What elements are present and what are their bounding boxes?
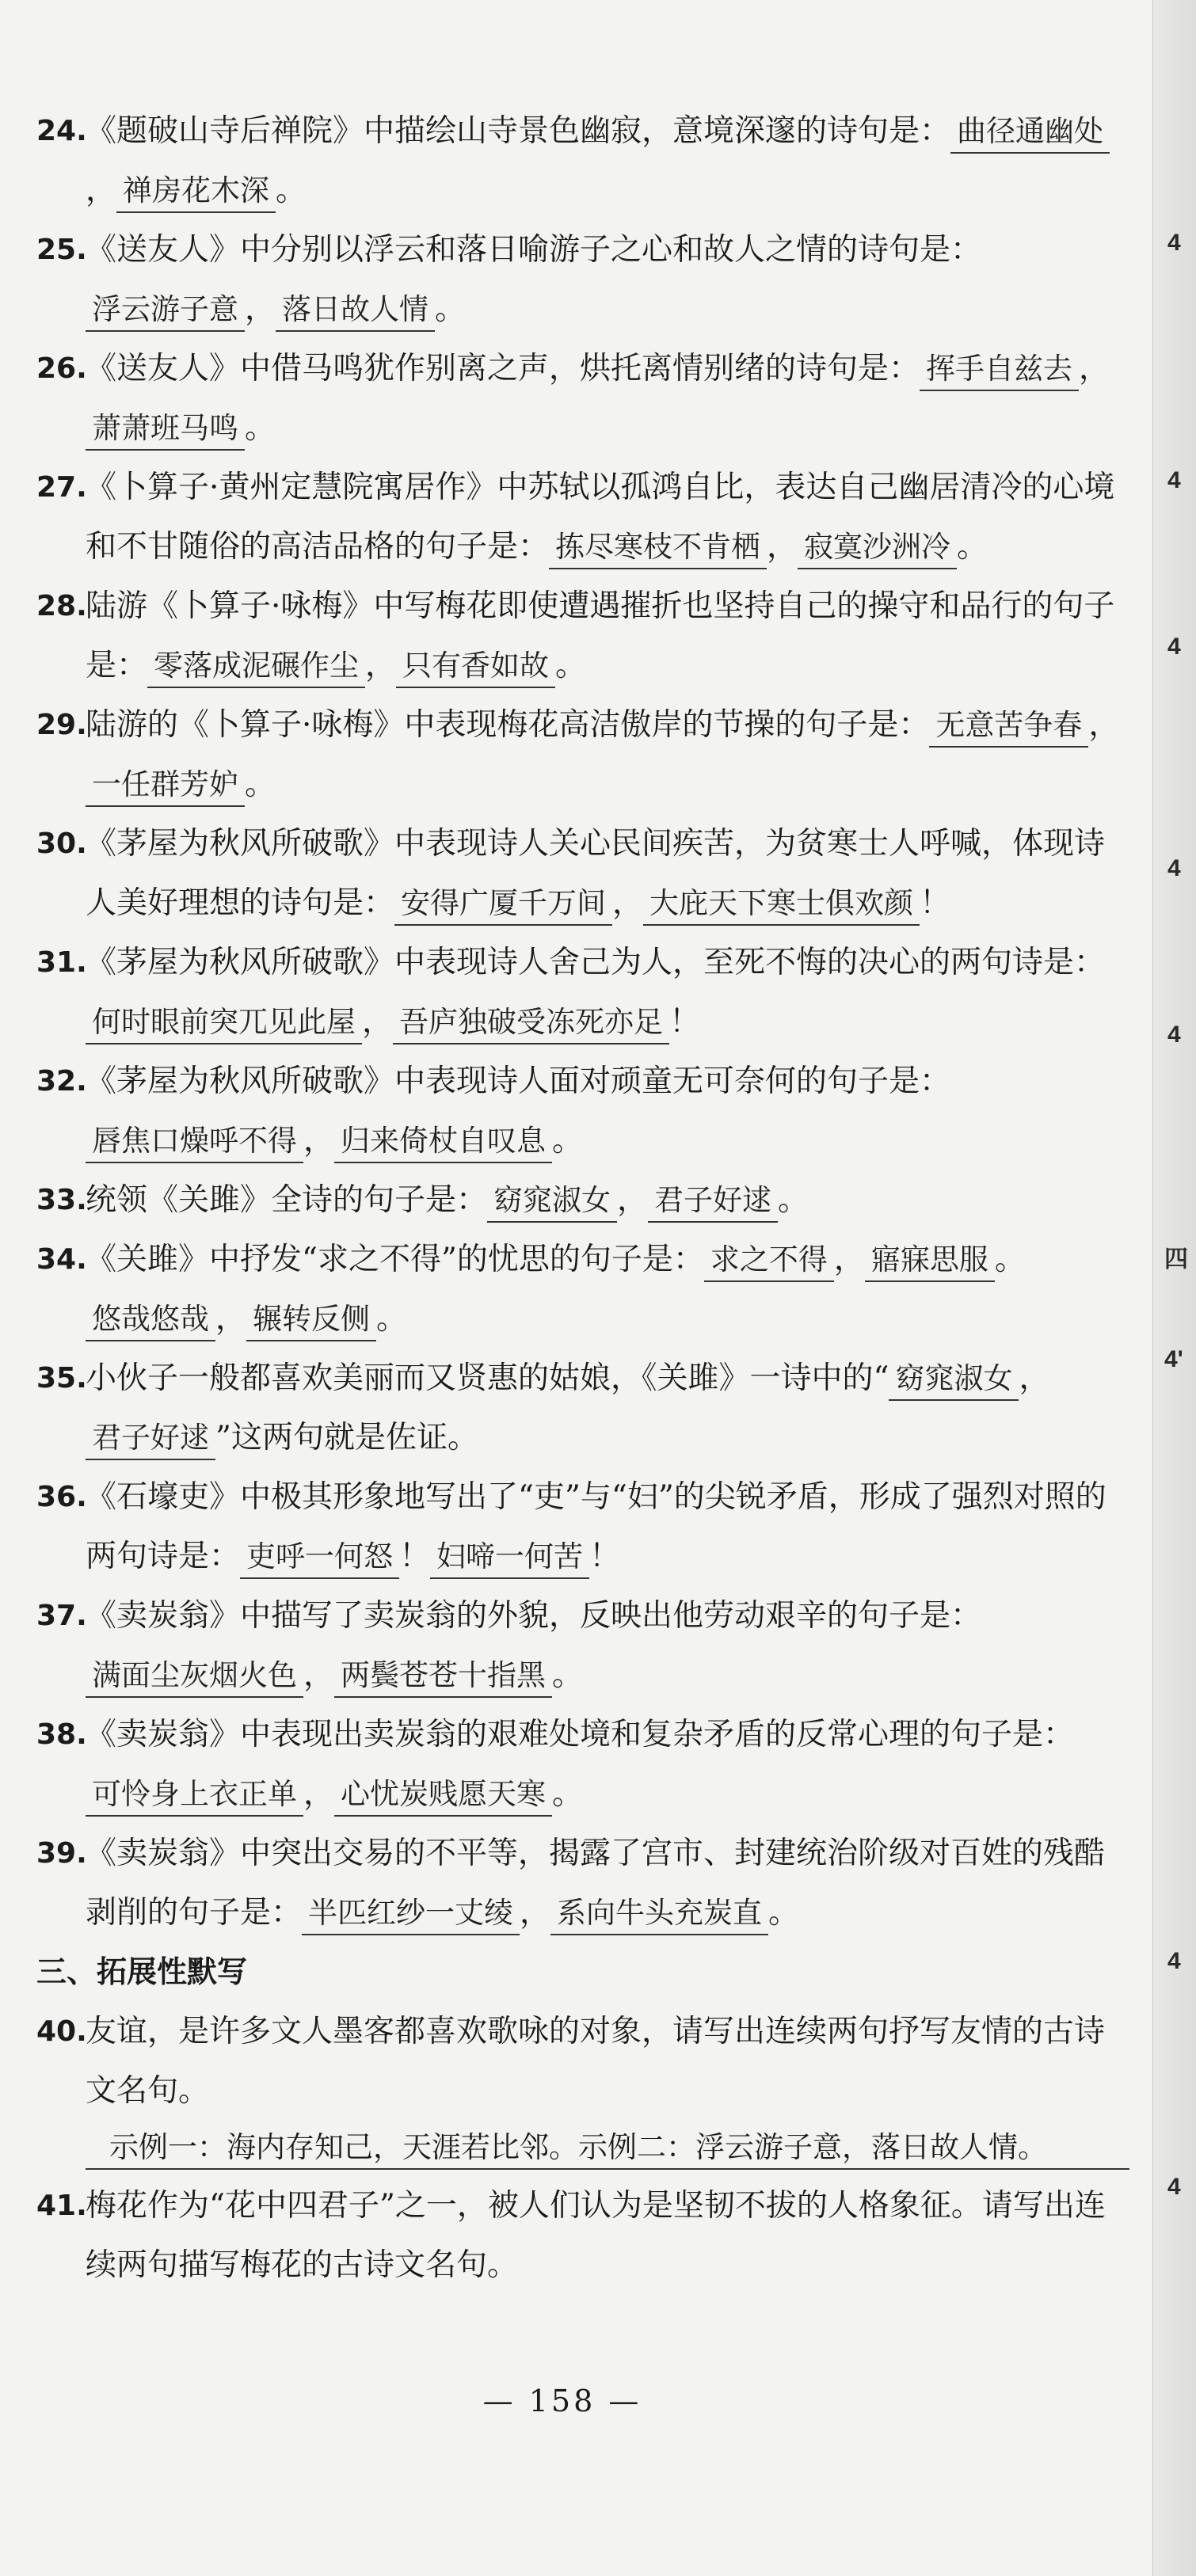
answer-blank: 禅房花木深	[116, 170, 276, 213]
answer-blank: 安得广厦千万间	[394, 883, 612, 926]
answer-blank: 窈窕淑女	[889, 1358, 1019, 1401]
question-item	[36, 695, 1129, 814]
question-text: 陆游《卜算子·咏梅》中写梅花即使遭遇摧折也坚持自己的操守和品行的句子是：	[86, 588, 1115, 683]
question-item	[36, 101, 1129, 220]
question-item	[36, 2002, 1129, 2170]
question-number: 33.	[36, 1184, 87, 1216]
question-text: ！	[669, 1004, 701, 1040]
question-item	[36, 1170, 1129, 1230]
question-number: 39.	[36, 1837, 87, 1870]
edge-number: 4	[1167, 2174, 1181, 2200]
answer-blank: 唇焦口燥呼不得	[86, 1121, 303, 1163]
question-item	[36, 1705, 1129, 1824]
question-text: 《茅屋为秋风所破歌》中表现诗人面对顽童无可奈何的句子是：	[86, 1064, 951, 1099]
edge-number: 4	[1167, 855, 1181, 881]
answer-blank: 萧萧班马鸣	[86, 408, 245, 451]
question-item	[36, 339, 1129, 458]
answer-blank: 拣尽寒枝不肯栖	[549, 527, 767, 569]
question-text: 。	[276, 173, 307, 208]
answer-blank: 寂寞沙洲冷	[798, 527, 957, 569]
answer-blank: 窈窕淑女	[487, 1180, 617, 1223]
question-text: ，	[303, 1776, 335, 1812]
question-item	[36, 576, 1129, 695]
question-text: 梅花作为“花中四君子”之一，被人们认为是坚韧不拔的人格象征。请写出连续两句描写梅花的古诗文名句。	[86, 2188, 1106, 2283]
question-text: 《石壕吏》中极其形象地写出了“吏”与“妇”的尖锐矛盾，形成了强烈对照的两句诗是：	[86, 1479, 1106, 1574]
question-text: ，	[612, 885, 644, 921]
question-number: 26.	[36, 352, 87, 385]
answer-blank: 浮云游子意	[86, 289, 245, 332]
question-item	[36, 1586, 1129, 1705]
question-text: 《卖炭翁》中突出交易的不平等，揭露了宫市、封建统治阶级对百姓的残酷剥削的句子是：	[86, 1836, 1106, 1931]
answer-blank: 一任群芳妒	[86, 764, 245, 807]
answer-blank: 归来倚杖自叹息	[334, 1121, 552, 1163]
question-number: 25.	[36, 234, 87, 266]
answer-blank: 落日故人情	[276, 289, 435, 332]
question-item	[36, 1467, 1129, 1586]
question-text: ，	[1019, 1360, 1050, 1396]
answer-blank: 君子好逑	[86, 1417, 215, 1460]
question-text: ，	[365, 648, 397, 683]
question-text: 。	[435, 291, 467, 327]
section-title: 三、拓展性默写	[36, 1954, 248, 1989]
answer-blank: 君子好逑	[648, 1180, 778, 1223]
question-number: 24.	[36, 115, 87, 147]
question-text: 陆游的《卜算子·咏梅》中表现梅花高洁傲岸的节操的句子是：	[86, 707, 930, 743]
question-text: 《关雎》中抒发“求之不得”的忧思的句子是：	[86, 1242, 704, 1277]
edge-number: 4	[1167, 1022, 1181, 1048]
answer-blank: 零落成泥碾作尘	[147, 645, 365, 688]
question-item	[36, 220, 1129, 339]
answer-blank: 辗转反侧	[246, 1299, 376, 1341]
answer-blank: 吾庐独破受冻死亦足	[393, 1002, 669, 1044]
question-item	[36, 933, 1129, 1052]
edge-number: 4	[1167, 230, 1181, 256]
answer-blank: 可怜身上衣正单	[86, 1774, 303, 1817]
question-text: 。	[245, 767, 276, 802]
question-text: ，	[617, 1182, 649, 1218]
question-list	[36, 101, 1129, 2295]
question-text: ，	[767, 529, 798, 565]
question-text: 《卖炭翁》中表现出卖炭翁的艰难处境和复杂矛盾的反常心理的句子是：	[86, 1717, 1075, 1752]
answer-blank: 寤寐思服	[865, 1239, 995, 1282]
page-number: — 158 —	[482, 2384, 642, 2418]
answer-blank: 满面尘灰烟火色	[86, 1655, 303, 1698]
question-text: ，	[1088, 707, 1120, 743]
answer-blank: 挥手自兹去	[920, 348, 1079, 391]
question-text: 。	[768, 1895, 800, 1931]
question-text: 《送友人》中分别以浮云和落日喻游子之心和故人之情的诗句是：	[86, 232, 982, 268]
question-item	[36, 1230, 1129, 1349]
question-number: 38.	[36, 1718, 87, 1751]
question-text: 《题破山寺后禅院》中描绘山寺景色幽寂，意境深邃的诗句是：	[86, 113, 951, 149]
question-text: 《送友人》中借马鸣犹作别离之声，烘托离情别绪的诗句是：	[86, 351, 920, 386]
question-text: ，	[245, 291, 276, 327]
answer-blank: 心忧炭贱愿天寒	[334, 1774, 552, 1817]
question-item	[36, 1349, 1129, 1467]
question-text: 。	[778, 1182, 809, 1218]
question-text: 。	[957, 529, 988, 565]
question-item	[36, 458, 1129, 576]
answer-blank: 曲径通幽处	[950, 111, 1110, 154]
answer-line: 示例一：海内存知己，天涯若比邻。示例二：浮云游子意，落日故人情。	[86, 2127, 1129, 2170]
question-text: 。	[552, 1776, 584, 1812]
question-item	[36, 1824, 1129, 1942]
question-number: 41.	[36, 2190, 87, 2222]
question-text: ，	[303, 1657, 335, 1693]
question-text: 《卜算子·黄州定慧院寓居作》中苏轼以孤鸿自比，表达自己幽居清冷的心境和不甘随俗的高洁品格的句子是：	[86, 470, 1115, 565]
question-text: 《茅屋为秋风所破歌》中表现诗人关心民间疾苦，为贫寒士人呼喊，体现诗人美好理想的诗句是：	[86, 826, 1106, 921]
question-number: 35.	[36, 1362, 87, 1395]
question-number: 28.	[36, 590, 87, 622]
question-number: 40.	[36, 2015, 87, 2048]
question-text: ，	[215, 1301, 247, 1337]
answer-blank: 系向牛头充炭直	[550, 1893, 768, 1935]
answer-blank: 吏呼一何怒	[240, 1536, 399, 1579]
question-text: 统领《关雎》全诗的句子是：	[86, 1182, 488, 1218]
edge-number: 四	[1164, 1246, 1188, 1273]
answer-blank: 无意苦争春	[929, 705, 1088, 748]
answer-blank: 大庇天下寒士俱欢颜	[643, 883, 920, 926]
answer-blank: 妇啼一何苦	[430, 1536, 589, 1579]
question-text: ！	[399, 1539, 431, 1574]
question-number: 34.	[36, 1243, 87, 1276]
question-text: 。	[994, 1242, 1026, 1277]
edge-number: 4'	[1164, 1346, 1183, 1372]
question-text: ，	[362, 1004, 394, 1040]
question-text: 。	[376, 1301, 408, 1337]
question-text: 《卖炭翁》中描写了卖炭翁的外貌，反映出他劳动艰辛的句子是：	[86, 1598, 982, 1634]
question-text: ！	[589, 1539, 621, 1574]
question-number: 36.	[36, 1481, 87, 1513]
answer-blank: 半匹红纱一丈绫	[302, 1893, 520, 1935]
edge-number: 4	[1167, 467, 1181, 493]
question-text: ，	[1079, 351, 1110, 386]
question-text: 。	[555, 648, 587, 683]
question-text: ，	[303, 1123, 335, 1159]
edge-number: 4	[1167, 1948, 1181, 1974]
question-text: 。	[552, 1123, 584, 1159]
question-number: 27.	[36, 471, 87, 504]
answer-blank: 只有香如故	[396, 645, 555, 688]
question-number: 29.	[36, 709, 87, 741]
answer-blank: 悠哉悠哉	[86, 1299, 215, 1341]
question-item	[36, 2176, 1129, 2295]
question-text: 《茅屋为秋风所破歌》中表现诗人舍己为人，至死不悔的决心的两句诗是：	[86, 945, 1106, 980]
question-number: 30.	[36, 828, 87, 860]
question-text: 。	[245, 410, 276, 446]
answer-blank: 两鬓苍苍十指黑	[334, 1655, 552, 1698]
question-text: ！	[920, 885, 951, 921]
question-text: 友谊，是许多文人墨客都喜欢歌咏的对象，请写出连续两句抒写友情的古诗文名句。	[86, 2014, 1106, 2109]
adjacent-page-edge	[1152, 0, 1196, 2576]
answer-blank: 求之不得	[704, 1239, 834, 1282]
question-text: ，	[86, 173, 117, 208]
question-text: ”这两句就是佐证。	[215, 1420, 478, 1455]
question-item	[36, 1052, 1129, 1170]
question-item	[36, 814, 1129, 933]
question-number: 31.	[36, 946, 87, 979]
edge-number: 4	[1167, 634, 1181, 660]
question-text: ，	[520, 1895, 551, 1931]
question-text: 。	[552, 1657, 584, 1693]
question-number: 37.	[36, 1600, 87, 1632]
answer-blank: 何时眼前突兀见此屋	[86, 1002, 362, 1044]
question-text: ，	[833, 1242, 865, 1277]
question-number: 32.	[36, 1065, 87, 1098]
question-text: 小伙子一般都喜欢美丽而又贤惠的姑娘，《关雎》一诗中的“	[86, 1360, 889, 1396]
